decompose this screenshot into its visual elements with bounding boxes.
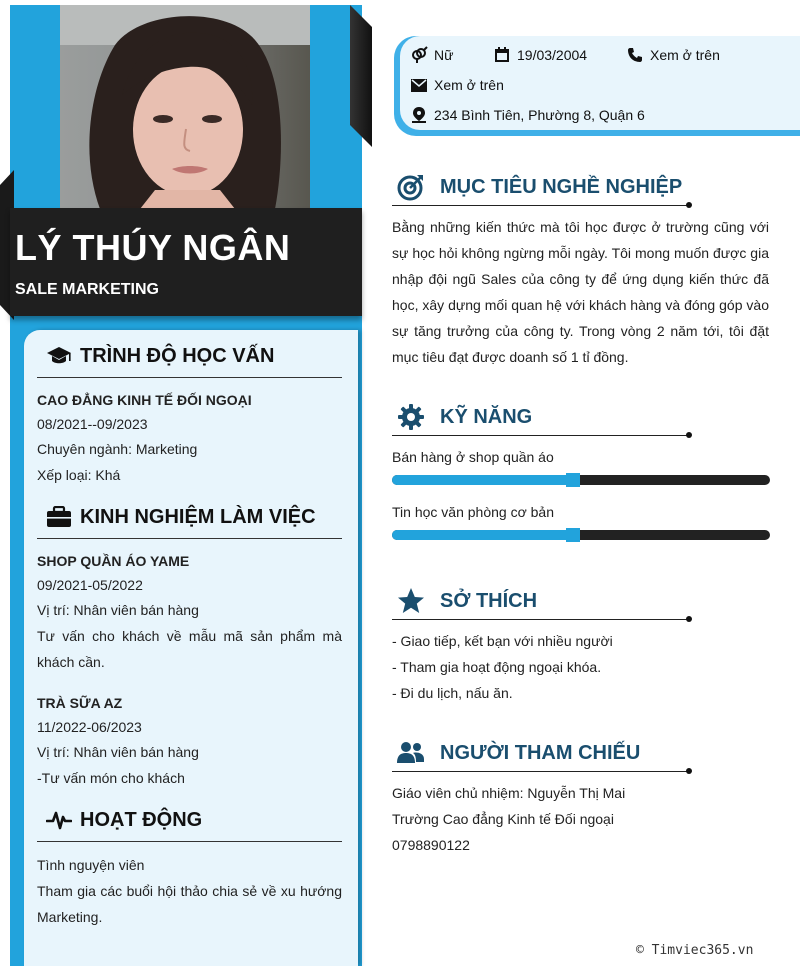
divider-dot bbox=[686, 616, 692, 622]
objective-text: Bằng những kiến thức mà tôi học được ở trường cũng với sự học hỏi không ngừng mỗi ngày. Tôi mong muốn được gia nhập đội ngũ Sales của công ty để ứng dụng kiến thức đã học, xây dựng mối quan hệ với khách hàng và đóng góp vào sự tăng trưởng của công ty. Trong vòng 2 năm tới, tôi đặt mục tiêu đạt được doanh số 1 tỉ đồng. bbox=[392, 219, 769, 365]
job-company: TRÀ SỮA AZ bbox=[37, 695, 123, 711]
hobby-item: - Tham gia hoạt động ngoại khóa. bbox=[392, 659, 602, 675]
activity-item: Tình nguyện viên bbox=[37, 857, 145, 873]
graduation-cap-icon bbox=[44, 343, 74, 369]
hobby-item: - Giao tiếp, kết bạn với nhiều người bbox=[392, 633, 613, 649]
skill-bar bbox=[392, 475, 770, 485]
divider bbox=[392, 205, 690, 206]
education-period: 08/2021--09/2023 bbox=[37, 416, 148, 432]
email-field bbox=[410, 76, 504, 94]
education-heading bbox=[44, 343, 274, 369]
experience-heading bbox=[44, 504, 316, 530]
activities-heading bbox=[44, 807, 202, 833]
activity-item: Tham gia các buổi hội thảo chia sẻ về xu hướng Marketing. bbox=[37, 883, 342, 925]
references-title: NGƯỜI THAM CHIẾU bbox=[440, 741, 641, 764]
job-period: 11/2022-06/2023 bbox=[37, 719, 142, 735]
divider bbox=[37, 538, 342, 539]
skill-bar bbox=[392, 530, 770, 540]
job-period: 09/2021-05/2022 bbox=[37, 577, 143, 593]
reference-phone: 0798890122 bbox=[392, 837, 470, 853]
hobbies-heading bbox=[396, 586, 537, 616]
skill-label: Tin học văn phòng cơ bản bbox=[392, 504, 554, 520]
hobbies-title: SỞ THÍCH bbox=[440, 589, 538, 612]
education-grade: Xếp loại: Khá bbox=[37, 467, 121, 483]
job-role: Vị trí: Nhân viên bán hàng bbox=[37, 602, 199, 618]
skill-bar-fill bbox=[392, 475, 573, 485]
divider bbox=[392, 435, 690, 436]
briefcase-icon bbox=[44, 504, 74, 530]
divider bbox=[392, 619, 690, 620]
divider-dot bbox=[686, 202, 692, 208]
objective-title: MỤC TIÊU NGHỀ NGHIỆP bbox=[440, 175, 683, 198]
gender-icon bbox=[410, 46, 428, 64]
target-icon bbox=[396, 172, 426, 202]
location-pin-icon bbox=[410, 106, 428, 124]
address-value: 234 Bình Tiên, Phường 8, Quận 6 bbox=[434, 107, 645, 123]
profile-photo bbox=[60, 5, 310, 209]
divider-dot bbox=[686, 432, 692, 438]
birthday-value: 19/03/2004 bbox=[517, 47, 588, 63]
address-field bbox=[410, 106, 645, 124]
references-heading bbox=[396, 738, 640, 768]
birthday-field bbox=[493, 46, 587, 64]
hobby-item: - Đi du lịch, nấu ăn. bbox=[392, 685, 513, 701]
users-icon bbox=[396, 738, 426, 768]
candidate-position: SALE MARKETING bbox=[15, 281, 159, 298]
candidate-name: LÝ THÚY NGÂN bbox=[15, 227, 291, 268]
job-company: SHOP QUẦN ÁO YAME bbox=[37, 553, 190, 569]
calendar-icon bbox=[493, 46, 511, 64]
skills-title: KỸ NĂNG bbox=[440, 405, 533, 428]
divider-dot bbox=[686, 768, 692, 774]
heartbeat-icon bbox=[44, 807, 74, 833]
job-description: -Tư vấn món cho khách bbox=[37, 770, 185, 786]
skill-label: Bán hàng ở shop quần áo bbox=[392, 449, 554, 465]
gender-value: Nữ bbox=[434, 47, 454, 63]
phone-icon bbox=[626, 46, 644, 64]
reference-line: Trường Cao đẳng Kinh tế Đối ngoại bbox=[392, 811, 614, 827]
divider bbox=[37, 377, 342, 378]
footer-watermark: © Timviec365.vn bbox=[636, 943, 754, 958]
skill-bar-fill bbox=[392, 530, 573, 540]
star-icon bbox=[396, 586, 426, 616]
skill-bar-knob bbox=[566, 473, 580, 487]
objective-heading bbox=[396, 172, 682, 202]
divider bbox=[37, 841, 342, 842]
gender-field bbox=[410, 46, 453, 64]
school-name: CAO ĐẲNG KINH TẾ ĐỐI NGOẠI bbox=[37, 392, 252, 408]
reference-line: Giáo viên chủ nhiệm: Nguyễn Thị Mai bbox=[392, 785, 626, 801]
divider bbox=[392, 771, 690, 772]
activities-title: HOẠT ĐỘNG bbox=[80, 808, 203, 831]
envelope-icon bbox=[410, 76, 428, 94]
phone-field bbox=[626, 46, 720, 64]
education-major: Chuyên ngành: Marketing bbox=[37, 441, 198, 457]
photo-corner-shadow bbox=[350, 5, 372, 147]
job-role: Vị trí: Nhân viên bán hàng bbox=[37, 744, 199, 760]
email-value: Xem ở trên bbox=[434, 77, 504, 93]
job-description: Tư vấn cho khách về mẫu mã sản phẩm mà khách cần. bbox=[37, 628, 342, 670]
phone-value: Xem ở trên bbox=[650, 47, 720, 63]
skill-bar-knob bbox=[566, 528, 580, 542]
education-title: TRÌNH ĐỘ HỌC VẤN bbox=[80, 344, 275, 367]
skills-heading bbox=[396, 402, 532, 432]
experience-title: KINH NGHIỆM LÀM VIỆC bbox=[80, 505, 316, 528]
gear-icon bbox=[396, 402, 426, 432]
